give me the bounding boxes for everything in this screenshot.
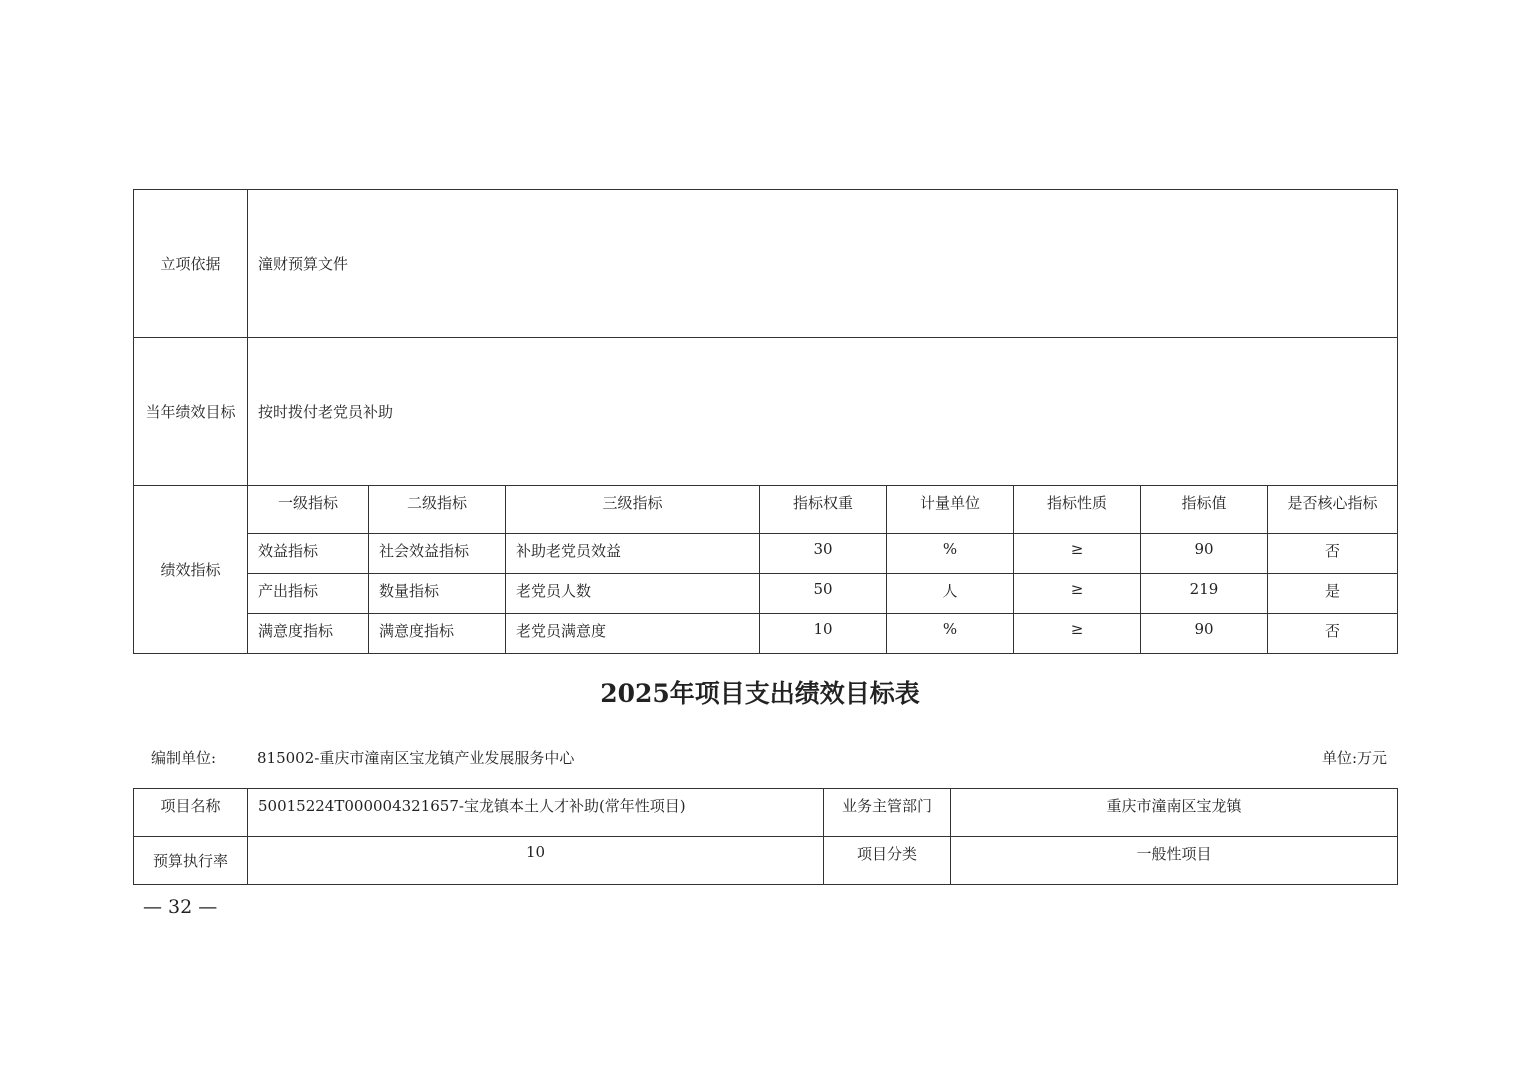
row-core: 是 — [1268, 574, 1398, 614]
row-level2: 满意度指标 — [369, 614, 506, 654]
basis-row — [134, 190, 1398, 338]
header-nature: 指标性质 — [1014, 486, 1141, 534]
row-level3: 补助老党员效益 — [506, 534, 760, 574]
basis-label: 立项依据 — [134, 190, 248, 338]
row-level3: 老党员满意度 — [506, 614, 760, 654]
unit-label: 单位:万元 — [1321, 749, 1387, 767]
dept-label: 业务主管部门 — [824, 789, 951, 837]
row-value: 90 — [1141, 614, 1268, 654]
row-unit: 人 — [887, 574, 1014, 614]
row-level3: 老党员人数 — [506, 574, 760, 614]
project-name-row — [134, 789, 1398, 837]
header-level3: 三级指标 — [506, 486, 760, 534]
goal-label: 当年绩效目标 — [134, 338, 248, 486]
header-level2: 二级指标 — [369, 486, 506, 534]
exec-rate-value: 10 — [248, 837, 824, 885]
goal-value: 按时拨付老党员补助 — [248, 338, 1398, 486]
row-weight: 50 — [760, 574, 887, 614]
project-name-value: 50015224T000004321657-宝龙镇本土人才补助(常年性项目) — [248, 789, 824, 837]
org-value: 815002-重庆市潼南区宝龙镇产业发展服务中心 — [257, 749, 575, 767]
header-unit: 计量单位 — [887, 486, 1014, 534]
project-info-table — [133, 788, 1398, 885]
row-nature: ≥ — [1014, 534, 1141, 574]
org-label: 编制单位: — [151, 749, 217, 767]
row-value: 219 — [1141, 574, 1268, 614]
header-core: 是否核心指标 — [1268, 486, 1398, 534]
row-level2: 社会效益指标 — [369, 534, 506, 574]
table-row — [134, 534, 1398, 574]
indicators-label: 绩效指标 — [134, 486, 248, 654]
category-value: 一般性项目 — [951, 837, 1398, 885]
exec-rate-row — [134, 837, 1398, 885]
page-number: — 32 — — [143, 896, 218, 918]
header-value: 指标值 — [1141, 486, 1268, 534]
row-unit: % — [887, 534, 1014, 574]
indicator-header-row — [134, 486, 1398, 534]
exec-rate-label: 预算执行率 — [134, 837, 248, 885]
project-name-label: 项目名称 — [134, 789, 248, 837]
row-core: 否 — [1268, 534, 1398, 574]
row-weight: 10 — [760, 614, 887, 654]
header-level1: 一级指标 — [248, 486, 369, 534]
row-value: 90 — [1141, 534, 1268, 574]
table-row — [134, 574, 1398, 614]
row-level2: 数量指标 — [369, 574, 506, 614]
row-core: 否 — [1268, 614, 1398, 654]
goal-row — [134, 338, 1398, 486]
row-nature: ≥ — [1014, 574, 1141, 614]
performance-indicator-table — [133, 189, 1398, 654]
row-weight: 30 — [760, 534, 887, 574]
dept-value: 重庆市潼南区宝龙镇 — [951, 789, 1398, 837]
table-row — [134, 614, 1398, 654]
row-level1: 满意度指标 — [248, 614, 369, 654]
row-level1: 产出指标 — [248, 574, 369, 614]
category-label: 项目分类 — [824, 837, 951, 885]
row-level1: 效益指标 — [248, 534, 369, 574]
row-nature: ≥ — [1014, 614, 1141, 654]
page-title: 2025年项目支出绩效目标表 — [600, 679, 920, 708]
header-weight: 指标权重 — [760, 486, 887, 534]
basis-value: 潼财预算文件 — [248, 190, 1398, 338]
row-unit: % — [887, 614, 1014, 654]
